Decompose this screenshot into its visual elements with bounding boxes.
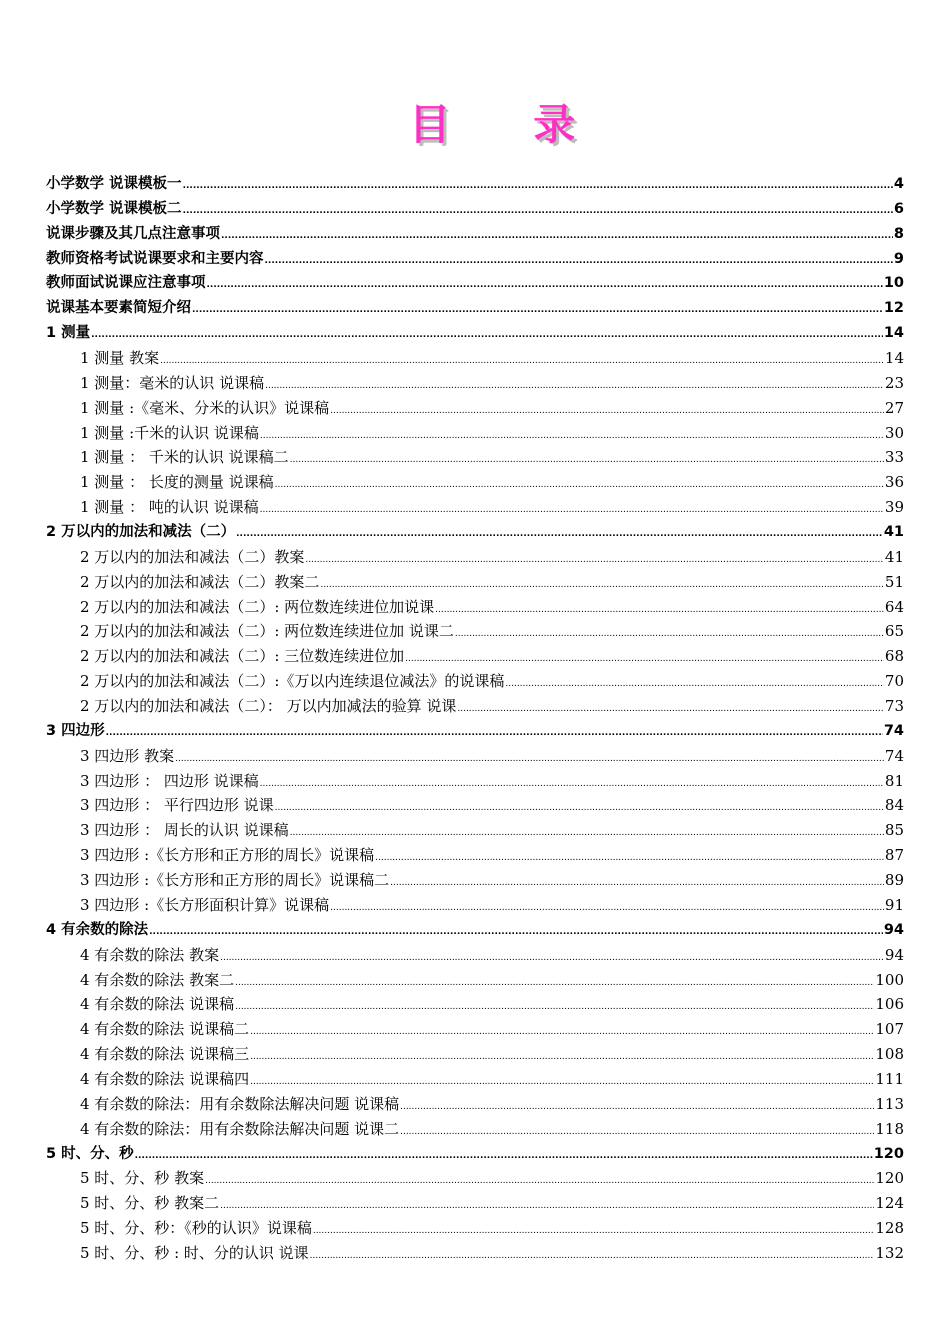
toc-entry-title: 1 测量 (46, 325, 91, 342)
toc-page-number: 120 (873, 1145, 904, 1162)
toc-page-number: 128 (875, 1219, 904, 1238)
toc-sub-entry[interactable] (46, 793, 904, 818)
toc-page-number: 6 (893, 200, 904, 217)
toc-sub-entry[interactable] (46, 1067, 904, 1092)
toc-page-number: 94 (884, 945, 904, 964)
toc-entry-title: 说课步骤及其几点注意事项 (46, 225, 220, 242)
toc-sub-entry[interactable] (46, 1166, 904, 1191)
toc-chapter-entry[interactable] (46, 222, 904, 247)
toc-entry-title: 1 测量 教案 (80, 349, 160, 368)
toc-entry-title: 5 时、分、秒 教案二 (80, 1194, 220, 1213)
toc-page-number: 124 (875, 1194, 904, 1213)
toc-dot-leader (175, 747, 884, 772)
toc-page-number: 132 (875, 1243, 904, 1262)
toc-dot-leader (313, 1219, 875, 1244)
toc-page-number: 30 (884, 423, 904, 442)
toc-page-number: 27 (884, 398, 904, 417)
toc-entry-title: 5 时、分、秒 教案 (80, 1169, 205, 1188)
toc-sub-entry[interactable] (46, 421, 904, 446)
toc-dot-leader (106, 721, 883, 746)
toc-page-number: 70 (884, 672, 904, 691)
toc-dot-leader (250, 1045, 874, 1070)
toc-sub-entry[interactable] (46, 943, 904, 968)
toc-dot-leader (221, 224, 893, 249)
toc-page-number: 10 (883, 275, 904, 292)
toc-chapter-entry[interactable] (46, 296, 904, 321)
toc-entry-title: 1 测量 :《毫米、分米的认识》说课稿 (80, 398, 330, 417)
toc-sub-entry[interactable] (46, 1092, 904, 1117)
page-title: 目 录 (408, 100, 610, 149)
toc-sub-entry[interactable] (46, 968, 904, 993)
toc-dot-leader (183, 174, 893, 199)
toc-entry-title: 3 四边形 ： 四边形 说课稿 (80, 771, 259, 790)
toc-entry-title: 4 有余数的除法 说课稿四 (80, 1069, 250, 1088)
toc-entry-title: 5 时、分、秒 (46, 1145, 134, 1162)
toc-sub-entry[interactable] (46, 1191, 904, 1216)
toc-page-number: 106 (875, 995, 904, 1014)
toc-dot-leader (207, 273, 883, 298)
toc-entry-title: 小学数学 说课模板二 (46, 200, 182, 217)
toc-sub-entry[interactable] (46, 396, 904, 421)
toc-dot-leader (260, 424, 884, 449)
toc-sub-entry[interactable] (46, 669, 904, 694)
toc-entry-title: 小学数学 说课模板一 (46, 176, 182, 192)
toc-dot-leader (250, 1020, 874, 1045)
toc-sub-entry[interactable] (46, 545, 904, 570)
toc-sub-entry[interactable] (46, 570, 904, 595)
toc-dot-leader (435, 598, 884, 623)
toc-entry-title: 4 有余数的除法 教案 (80, 945, 220, 964)
toc-dot-leader (183, 199, 893, 224)
toc-sub-entry[interactable] (46, 1042, 904, 1067)
toc-dot-leader (220, 946, 884, 971)
toc-sub-entry[interactable] (46, 843, 904, 868)
toc-sub-entry[interactable] (46, 371, 904, 396)
toc-page-number: 91 (884, 895, 904, 914)
toc-page-number: 14 (883, 325, 904, 342)
toc-sub-entry[interactable] (46, 1117, 904, 1142)
toc-page-number: 87 (884, 846, 904, 865)
toc-page-number: 39 (884, 498, 904, 517)
toc-page-number: 111 (875, 1069, 904, 1088)
toc-entry-title: 2 万以内的加法和减法（二）:《万以内连续退位减法》的说课稿 (80, 672, 505, 691)
toc-entry-title: 2 万以内的加法和减法（二）: 两位数连续进位加说课 (80, 597, 435, 616)
toc-entry-title: 3 四边形 :《长方形和正方形的周长》说课稿二 (80, 871, 390, 890)
toc-dot-leader (260, 498, 884, 523)
toc-entry-title: 3 四边形 :《长方形面积计算》说课稿 (80, 895, 330, 914)
toc-dot-leader (505, 672, 884, 697)
toc-chapter-entry[interactable] (46, 172, 904, 197)
toc-page-number: 118 (875, 1119, 904, 1138)
toc-dot-leader (220, 1194, 874, 1219)
toc-page-number: 94 (883, 921, 904, 938)
toc-sub-entry[interactable] (46, 1017, 904, 1042)
toc-entry-title: 4 有余数的除法 教案二 (80, 970, 235, 989)
toc-sub-entry[interactable] (46, 1241, 904, 1266)
toc-dot-leader (330, 896, 884, 921)
toc-chapter-entry[interactable] (46, 1142, 904, 1167)
toc-entry-title: 4 有余数的除法：用有余数除法解决问题 说课稿 (80, 1094, 400, 1113)
toc-sub-entry[interactable] (46, 893, 904, 918)
toc-chapter-entry[interactable] (46, 197, 904, 222)
toc-sub-entry[interactable] (46, 595, 904, 620)
toc-dot-leader (236, 522, 883, 547)
toc-sub-entry[interactable] (46, 346, 904, 371)
toc-sub-entry[interactable] (46, 644, 904, 669)
toc-dot-leader (290, 821, 884, 846)
toc-entry-title: 1 测量 ： 长度的测量 说课稿 (80, 473, 274, 492)
toc-entry-title: 2 万以内的加法和减法（二）: 三位数连续进位加 (80, 647, 405, 666)
toc-dot-leader (260, 772, 884, 797)
toc-sub-entry[interactable] (46, 1216, 904, 1241)
toc-page-number: 36 (884, 473, 904, 492)
toc-dot-leader (235, 995, 874, 1020)
toc-sub-entry[interactable] (46, 470, 904, 495)
toc-entry-title: 4 有余数的除法 说课稿 (80, 995, 235, 1014)
toc-entry-title: 1 测量 ： 千米的认识 说课稿二 (80, 448, 289, 467)
toc-page-number: 12 (883, 300, 904, 317)
toc-entry-title: 1 测量：毫米的认识 说课稿 (80, 373, 265, 392)
toc-entry-title: 2 万以内的加法和减法（二）: 两位数连续进位加 说课二 (80, 622, 454, 641)
toc-page-number: 33 (884, 448, 904, 467)
toc-entry-title: 4 有余数的除法 说课稿三 (80, 1045, 250, 1064)
toc-dot-leader (375, 846, 884, 871)
toc-sub-entry[interactable] (46, 445, 904, 470)
toc-entry-title: 4 有余数的除法 说课稿二 (80, 1020, 250, 1039)
toc-page-number: 100 (875, 970, 904, 989)
toc-chapter-entry[interactable] (46, 321, 904, 346)
toc-dot-leader (305, 548, 884, 573)
toc-dot-leader (149, 920, 883, 945)
toc-dot-leader (265, 374, 884, 399)
toc-chapter-entry[interactable] (46, 247, 904, 272)
toc-dot-leader (455, 622, 884, 647)
toc-entry-title: 2 万以内的加法和减法（二）教案二 (80, 572, 320, 591)
toc-sub-entry[interactable] (46, 992, 904, 1017)
toc-chapter-entry[interactable] (46, 719, 904, 744)
toc-entry-title: 3 四边形 :《长方形和正方形的周长》说课稿 (80, 846, 375, 865)
toc-entry-title: 2 万以内的加法和减法（二）教案 (80, 547, 305, 566)
toc-entry-title: 1 测量 :千米的认识 说课稿 (80, 423, 259, 442)
toc-entry-title: 3 四边形 ： 周长的认识 说课稿 (80, 821, 289, 840)
toc-entry-title: 3 四边形 ： 平行四边形 说课 (80, 796, 274, 815)
toc-page-number: 64 (884, 597, 904, 616)
toc-sub-entry[interactable] (46, 619, 904, 644)
toc-page-number: 68 (884, 647, 904, 666)
toc-page-number: 74 (884, 746, 904, 765)
toc-entry-title: 3 四边形 (46, 722, 105, 739)
toc-page-number: 41 (883, 524, 904, 541)
toc-dot-leader (275, 473, 884, 498)
toc-entry-title: 2 万以内的加法和减法（二）： 万以内加减法的验算 说课 (80, 697, 457, 716)
toc-page-number: 73 (884, 697, 904, 716)
toc-dot-leader (290, 448, 884, 473)
toc-page-number: 14 (884, 349, 904, 368)
toc-dot-leader (91, 323, 883, 348)
toc-dot-leader (400, 1095, 874, 1120)
toc-page-number: 85 (884, 821, 904, 840)
toc-dot-leader (135, 1144, 873, 1169)
toc-chapter-entry[interactable] (46, 520, 904, 545)
toc-sub-entry[interactable] (46, 495, 904, 520)
toc-sub-entry[interactable] (46, 744, 904, 769)
toc-entry-title: 1 测量 ： 吨的认识 说课稿 (80, 498, 259, 517)
toc-page-number: 23 (884, 373, 904, 392)
toc-entry-title: 3 四边形 教案 (80, 746, 175, 765)
toc-page-number: 41 (884, 547, 904, 566)
toc-chapter-entry[interactable] (46, 271, 904, 296)
toc-dot-leader (457, 697, 884, 722)
toc-dot-leader (400, 1120, 874, 1145)
toc-sub-entry[interactable] (46, 818, 904, 843)
toc-entry-title: 4 有余数的除法：用有余数除法解决问题 说课二 (80, 1119, 400, 1138)
toc-sub-entry[interactable] (46, 769, 904, 794)
toc-dot-leader (275, 796, 884, 821)
toc-page-number: 9 (893, 250, 904, 267)
toc-sub-entry[interactable] (46, 868, 904, 893)
toc-page-number: 89 (884, 871, 904, 890)
toc-page-number: 107 (875, 1020, 904, 1039)
toc-dot-leader (265, 249, 893, 274)
toc-page-number: 84 (884, 796, 904, 815)
toc-page-number: 74 (883, 722, 904, 739)
toc-dot-leader (160, 349, 884, 374)
toc-page-number: 113 (875, 1094, 904, 1113)
toc-entry-title: 4 有余数的除法 (46, 921, 149, 938)
toc-page-number: 8 (893, 225, 904, 242)
toc-sub-entry[interactable] (46, 694, 904, 719)
toc-page-number: 65 (884, 622, 904, 641)
table-of-contents (46, 172, 904, 1266)
toc-page-number: 120 (875, 1169, 904, 1188)
toc-entry-title: 5 时、分、秒：《秒的认识》说课稿 (80, 1219, 312, 1238)
toc-entry-title: 5 时、分、秒 : 时、分的认识 说课 (80, 1243, 309, 1262)
toc-entry-title: 说课基本要素简短介绍 (46, 300, 191, 317)
toc-dot-leader (390, 871, 884, 896)
toc-page-number: 81 (884, 771, 904, 790)
toc-entry-title: 教师面试说课应注意事项 (46, 275, 206, 292)
toc-chapter-entry[interactable] (46, 918, 904, 943)
toc-dot-leader (310, 1244, 875, 1269)
toc-page-number: 108 (875, 1045, 904, 1064)
toc-page-number: 4 (893, 176, 904, 192)
toc-dot-leader (330, 399, 884, 424)
toc-entry-title: 2 万以内的加法和减法（二） (46, 524, 236, 541)
toc-dot-leader (192, 298, 883, 323)
toc-entry-title: 教师资格考试说课要求和主要内容 (46, 250, 264, 267)
toc-page-number: 51 (884, 572, 904, 591)
toc-dot-leader (205, 1169, 874, 1194)
toc-dot-leader (235, 971, 874, 996)
